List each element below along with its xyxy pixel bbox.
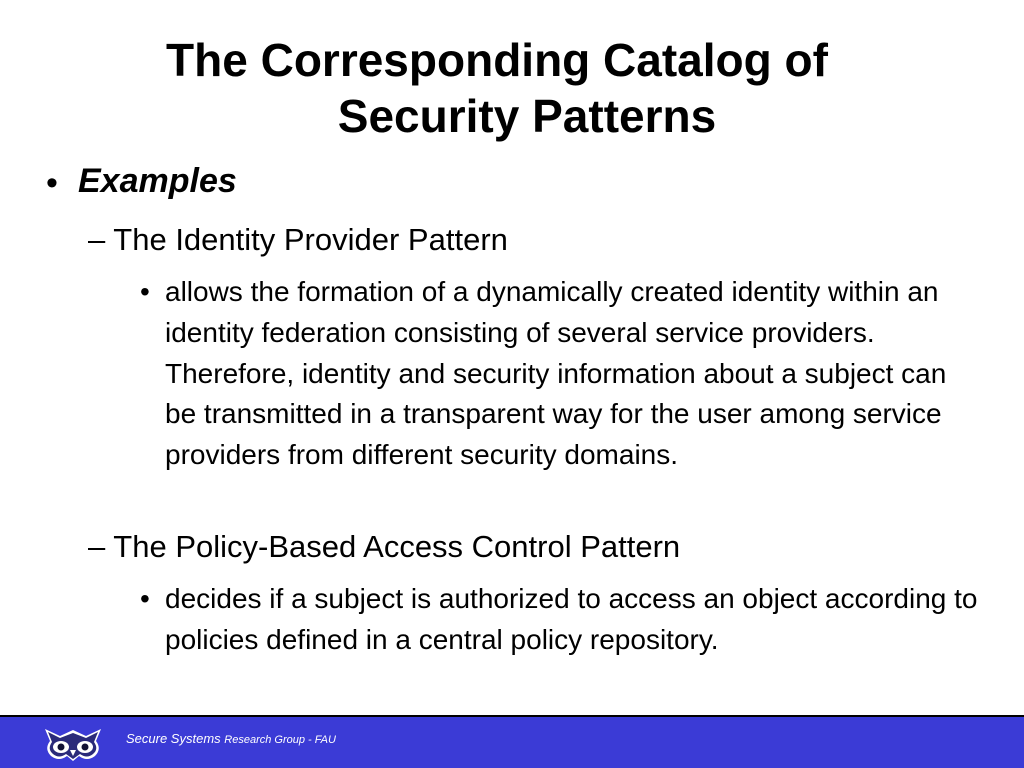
bullet-dot-icon: • (140, 276, 150, 307)
pattern-description-text: allows the formation of a dynamically created identity within an identity federation consisting of several service providers. Therefore, identity and security information about a subject can be transmitted in a transparent way for the user among service providers from different security domains. (165, 276, 947, 471)
footer-text-affiliation: Research Group - FAU (224, 734, 336, 746)
footer-text (126, 731, 336, 746)
slide-title-line-2: Security Patterns (337, 90, 717, 142)
pattern-description-text: decides if a subject is authorized to access an object according to policies defined in a central policy repository. (165, 583, 978, 655)
bullet-dot-icon: • (46, 164, 58, 202)
pattern-identity-provider: – The Identity Provider Pattern (88, 222, 508, 257)
owl-logo-icon (42, 725, 104, 763)
bullet-examples-label: Examples (78, 162, 237, 200)
pattern-policy-based-access-control: – The Policy-Based Access Control Pattern (88, 529, 681, 564)
slide-title-line-1: The Corresponding Catalog of (166, 34, 828, 86)
footer-bar (0, 715, 1024, 768)
bullet-dot-icon: • (140, 583, 150, 614)
footer-text-group: Secure Systems (126, 731, 225, 746)
